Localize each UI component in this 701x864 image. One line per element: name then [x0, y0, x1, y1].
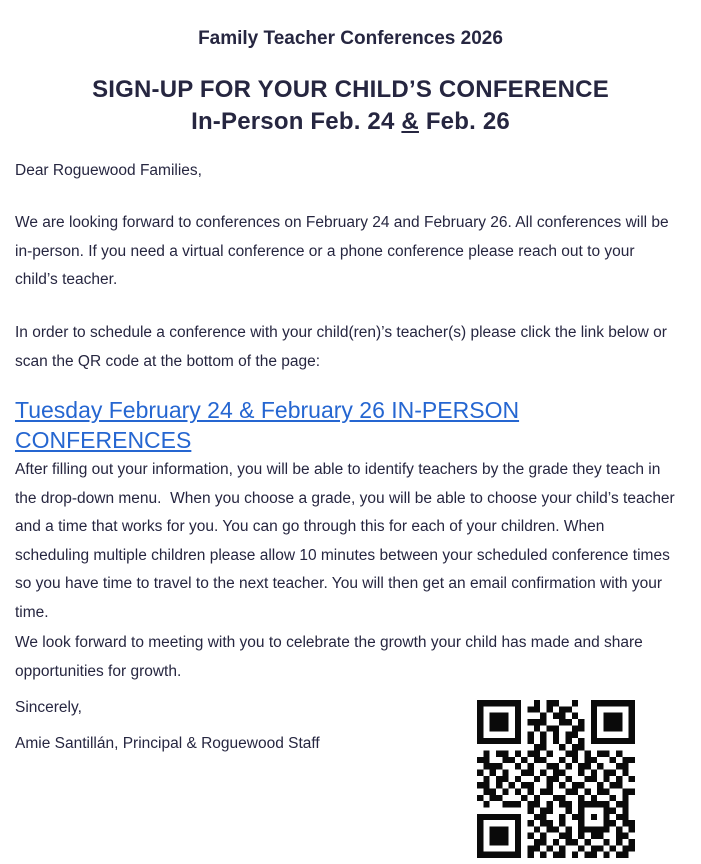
- signature: Amie Santillán, Principal & Roguewood Staff: [15, 735, 320, 752]
- paragraph-signup-details: After filling out your information, you will be able to identify teachers by the grade they teach in the drop-down menu. When you choose a grade, you will be able to choose your child’s teacher and a time that works for you. You can go through this for each of your children. When scheduling multiple children please allow 10 minutes between your scheduled conference times so you have time to travel to the next teacher. You will then get an email confirmation with your time.: [15, 461, 680, 621]
- heading-line2-pre: In-Person Feb. 24: [191, 108, 402, 135]
- heading-line2-post: Feb. 26: [418, 108, 510, 135]
- closing: Sincerely,: [15, 699, 82, 716]
- heading-ampersand: &: [401, 108, 419, 135]
- paragraph-closing-message: We look forward to meeting with you to celebrate the growth your child has made and share opportunities for growth.: [15, 634, 648, 680]
- salutation: Dear Roguewood Families,: [15, 162, 202, 179]
- heading-line2: [0, 108, 701, 137]
- qr-code: [477, 700, 635, 858]
- document-title: Family Teacher Conferences 2026: [198, 28, 503, 49]
- paragraph-schedule-instructions: In order to schedule a conference with your child(ren)’s teacher(s) please click the link below or scan the QR code at the bottom of the page:: [15, 324, 672, 370]
- paragraph-conference-dates: We are looking forward to conferences on February 24 and February 26. All conferences will be in-person. If you need a virtual conference or a phone conference please reach out to your child’s teacher.: [15, 214, 673, 288]
- conference-signup-link[interactable]: Tuesday February 24 & February 26 IN-PERSON CONFERENCES: [15, 397, 520, 453]
- heading-line1: SIGN-UP FOR YOUR CHILD’S CONFERENCE: [92, 76, 609, 103]
